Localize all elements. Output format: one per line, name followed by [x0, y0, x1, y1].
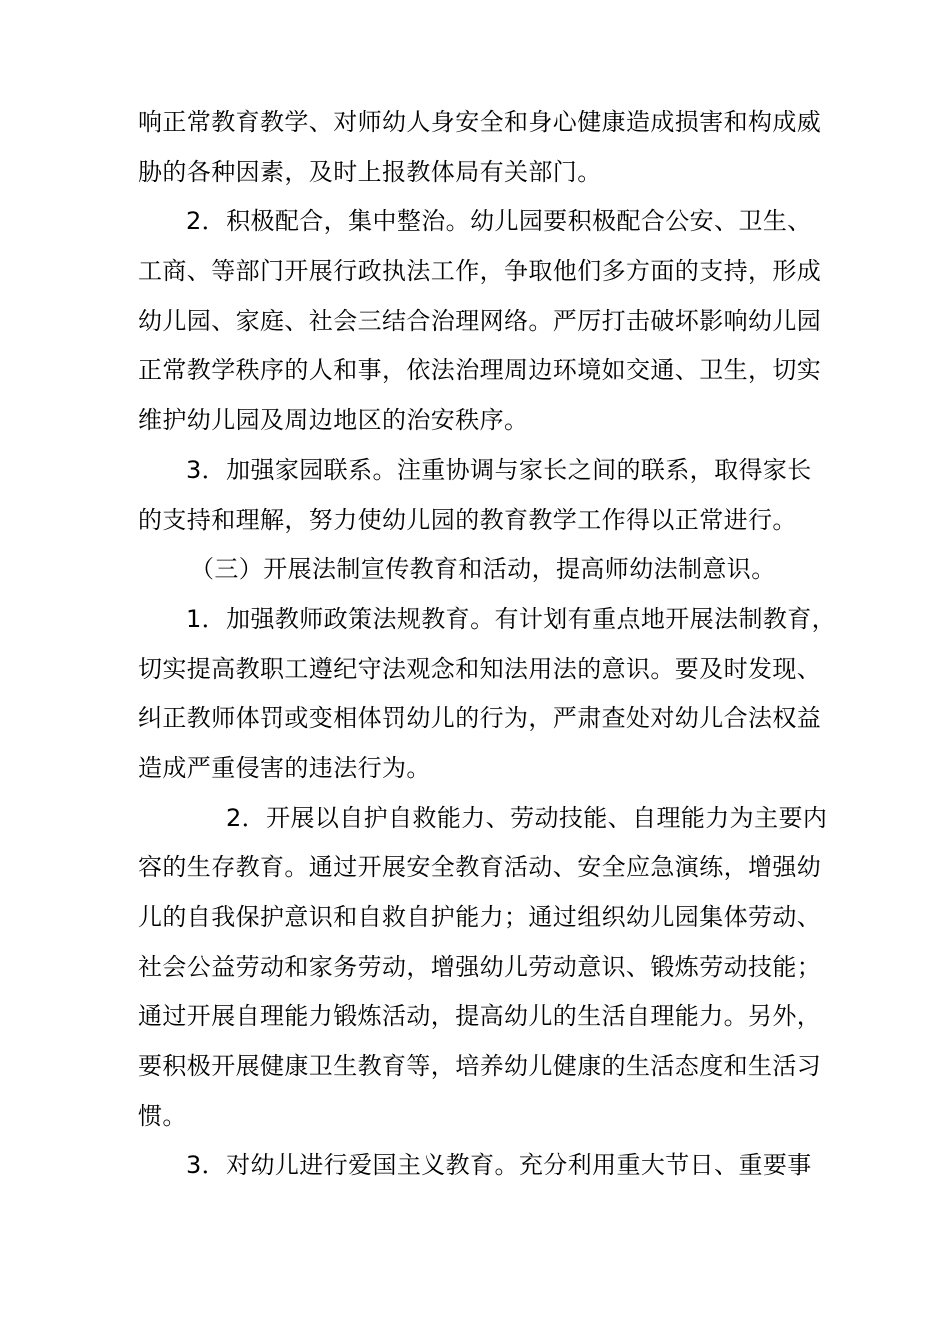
text-line: 纠正教师体罚或变相体罚幼儿的行为，严肃查处对幼儿合法权益: [138, 704, 822, 733]
text-line: 切实提高教职工遵纪守法观念和知法用法的意识。要及时发现、: [138, 654, 822, 683]
text-line: 1．加强教师政策法规教育。有计划有重点地开展法制教育，: [186, 604, 837, 633]
text-line: 的支持和理解，努力使幼儿园的教育教学工作得以正常进行。: [138, 505, 797, 534]
text-line: 造成严重侵害的违法行为。: [138, 753, 431, 782]
text-line: 工商、等部门开展行政执法工作，争取他们多方面的支持，形成: [138, 257, 822, 286]
document-page: [138, 98, 837, 1191]
text-line: 容的生存教育。通过开展安全教育活动、安全应急演练，增强幼: [138, 853, 822, 882]
text-line: 正常教学秩序的人和事，依法治理周边环境如交通、卫生，切实: [138, 356, 822, 385]
text-line: 通过开展自理能力锻炼活动，提高幼儿的生活自理能力。另外，: [138, 1002, 822, 1031]
text-line: 响正常教育教学、对师幼人身安全和身心健康造成损害和构成威: [138, 108, 822, 136]
text-line: 社会公益劳动和家务劳动，增强幼儿劳动意识、锻炼劳动技能；: [138, 952, 822, 981]
text-line: 3．加强家园联系。注重协调与家长之间的联系，取得家长: [186, 455, 812, 484]
text-line: 3．对幼儿进行爱国主义教育。充分利用重大节日、重要事: [186, 1151, 812, 1180]
text-line: 维护幼儿园及周边地区的治安秩序。: [138, 406, 529, 435]
text-line: 儿的自我保护意识和自救自护能力；通过组织幼儿园集体劳动、: [138, 903, 822, 931]
text-line: 2．积极配合，集中整治。幼儿园要积极配合公安、卫生、: [186, 207, 812, 236]
section-heading: （三）开展法制宣传教育和活动，提高师幼法制意识。: [190, 555, 776, 584]
text-line: 幼儿园、家庭、社会三结合治理网络。严厉打击破坏影响幼儿园: [138, 306, 822, 335]
text-line: 2．开展以自护自救能力、劳动技能、自理能力为主要内: [226, 803, 828, 832]
text-line: 胁的各种因素，及时上报教体局有关部门。: [138, 157, 602, 186]
text-line: 要积极开展健康卫生教育等，培养幼儿健康的生活态度和生活习: [138, 1052, 822, 1081]
text-line: 惯。: [138, 1101, 187, 1130]
